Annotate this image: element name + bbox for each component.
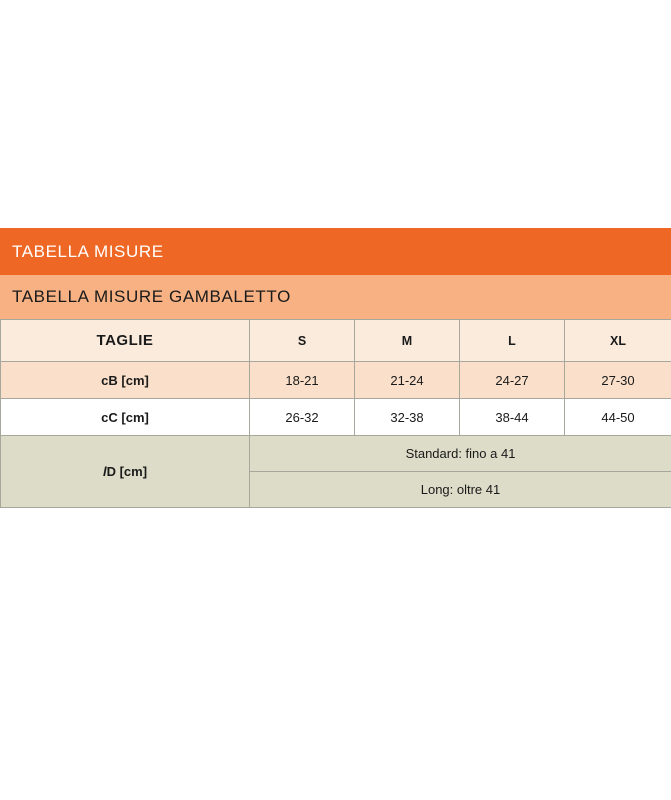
cell-cb-s: 18-21 <box>250 362 355 399</box>
cell-cc-xl: 44-50 <box>565 399 671 436</box>
row-label-cc: cC [cm] <box>1 399 250 436</box>
row-label-ld-rest: D [cm] <box>106 464 148 479</box>
cell-cb-m: 21-24 <box>355 362 460 399</box>
size-column-l: L <box>460 320 565 362</box>
cell-cc-m: 32-38 <box>355 399 460 436</box>
table-row <box>1 362 671 399</box>
panel-subtitle: TABELLA MISURE GAMBALETTO <box>0 275 671 319</box>
measurements-table <box>0 319 671 508</box>
row-label-ld-italic: l <box>102 464 107 479</box>
size-column-m: M <box>355 320 460 362</box>
panel-title: TABELLA MISURE <box>0 228 671 275</box>
cell-cb-xl: 27-30 <box>565 362 671 399</box>
table-header-row <box>1 320 671 362</box>
length-option-standard: Standard: fino a 41 <box>250 436 671 472</box>
length-option-long: Long: oltre 41 <box>250 472 671 508</box>
size-table-panel <box>0 228 671 508</box>
sizes-label: TAGLIE <box>1 320 250 362</box>
size-column-s: S <box>250 320 355 362</box>
size-column-xl: XL <box>565 320 671 362</box>
row-label-cb: cB [cm] <box>1 362 250 399</box>
cell-cc-s: 26-32 <box>250 399 355 436</box>
table-row <box>1 436 671 472</box>
table-row <box>1 399 671 436</box>
cell-cc-l: 38-44 <box>460 399 565 436</box>
row-label-ld <box>1 436 250 508</box>
cell-cb-l: 24-27 <box>460 362 565 399</box>
